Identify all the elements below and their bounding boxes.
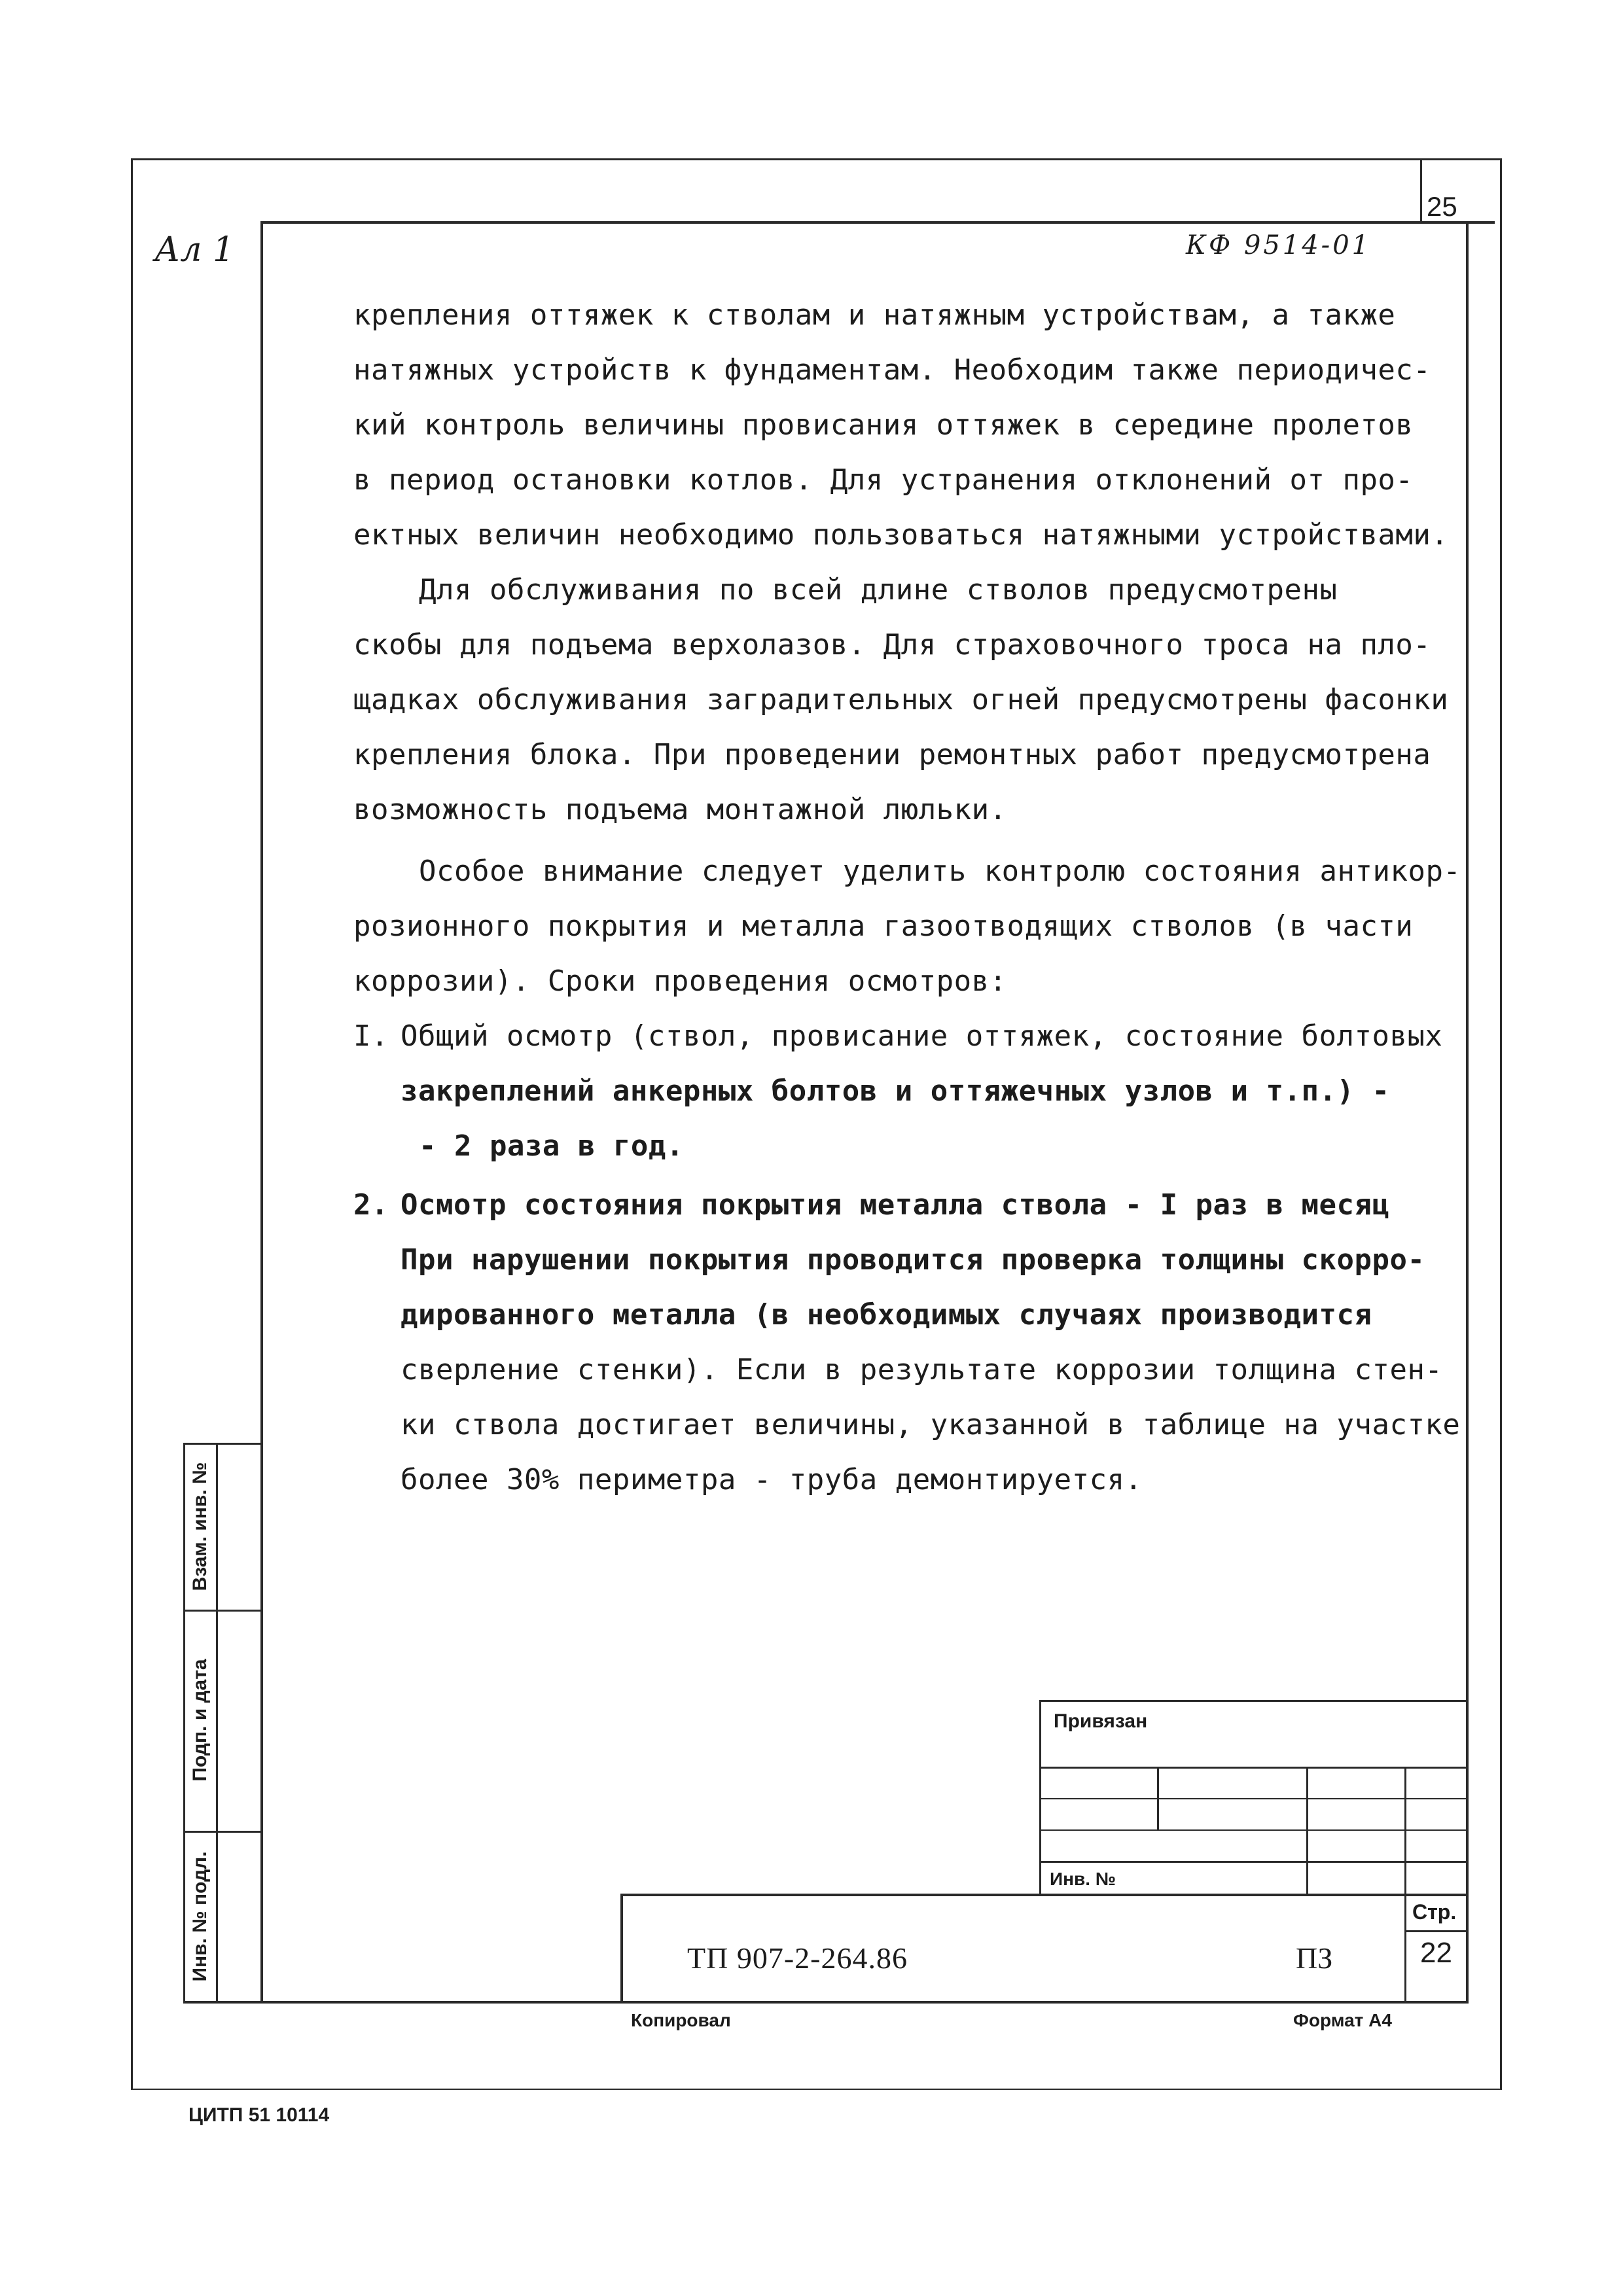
- side-label-inv-podl: Инв. № подл.: [189, 1851, 211, 1982]
- corner-box-left: [1420, 158, 1422, 224]
- tb-col-1: [1157, 1767, 1159, 1829]
- text-line: кий контроль величины провисания оттяжек в середине пролетов: [353, 408, 1414, 442]
- inner-frame-right: [1466, 221, 1469, 2002]
- side-stamp-left: [183, 1443, 185, 2002]
- tb-main-top: [620, 1894, 1469, 1896]
- side-stamp-sep1: [183, 1610, 263, 1612]
- copied-label: Копировал: [631, 2010, 731, 2030]
- page-number: 22: [1420, 1937, 1452, 1969]
- privyazan-label: Привязан: [1054, 1710, 1148, 1732]
- list-item-line: сверление стенки). Если в результате коррозии толщина стен-: [401, 1353, 1443, 1386]
- doc-section: ПЗ: [1296, 1941, 1333, 1975]
- text-line: Для обслуживания по всей длине стволов предусмотрены: [419, 573, 1338, 607]
- list-item-line: ки ствола достигает величины, указанной в таблице на участке: [401, 1408, 1461, 1441]
- tb-row-line-4: [1039, 1861, 1466, 1863]
- inner-frame-top: [260, 221, 1495, 224]
- text-line: Особое внимание следует уделить контролю состояния антикор-: [419, 855, 1461, 888]
- list-item-line: дированного металла (в необходимых случаях производится: [401, 1298, 1372, 1332]
- text-line: щадках обслуживания заградительных огней предусмотрены фасонки: [353, 683, 1449, 716]
- list-item-number: I.: [353, 1019, 389, 1053]
- tb-row-line-3: [1039, 1829, 1466, 1831]
- doc-number: ТП 907-2-264.86: [687, 1941, 908, 1975]
- list-item-line: Осмотр состояния покрытия металла ствола - I раз в месяц: [401, 1188, 1390, 1222]
- publisher-label: ЦИТП 51 10114: [188, 2104, 330, 2126]
- outer-frame-bottom: [131, 2089, 1501, 2090]
- sheet-mark: Ал 1: [154, 230, 235, 270]
- page-label: Стр.: [1412, 1900, 1457, 1924]
- outer-frame-right: [1500, 158, 1502, 2090]
- tb-col-3: [1404, 1767, 1406, 1894]
- doc-code: КФ 9514-01: [1186, 230, 1372, 260]
- text-line: возможность подъема монтажной люльки.: [353, 793, 1007, 826]
- page-corner-number: 25: [1427, 191, 1457, 222]
- tb-col-2: [1306, 1767, 1308, 1894]
- outer-frame-top: [131, 158, 1501, 160]
- list-item-line: Общий осмотр (ствол, провисание оттяжек, состояние болтовых: [401, 1019, 1443, 1053]
- tb-page-row: [1404, 1930, 1469, 1932]
- tb-row-line-2: [1039, 1798, 1466, 1799]
- inv-no-label: Инв. №: [1050, 1869, 1116, 1889]
- list-item-line: - 2 раза в год.: [419, 1129, 684, 1163]
- side-label-podp-data: Подп. и дата: [189, 1659, 211, 1782]
- side-stamp-sep2: [183, 1831, 263, 1833]
- list-item-line: закреплений анкерных болтов и оттяжечных узлов и т.п.) -: [401, 1074, 1390, 1108]
- tb-privyazan-top: [1039, 1700, 1466, 1702]
- text-line: в период остановки котлов. Для устранения отклонений от про-: [353, 463, 1414, 497]
- text-line: натяжных устройств к фундаментам. Необходим также периодичес-: [353, 353, 1431, 387]
- list-item-line: При нарушении покрытия проводится проверка толщины скорро-: [401, 1243, 1425, 1277]
- tb-main-left: [620, 1894, 623, 2002]
- inner-frame-left: [260, 221, 263, 2002]
- text-line: скобы для подъема верхолазов. Для страховочного троса на пло-: [353, 628, 1431, 662]
- list-item-number: 2.: [353, 1188, 389, 1222]
- side-stamp-mid: [216, 1443, 218, 2002]
- text-line: коррозии). Сроки проведения осмотров:: [353, 964, 1007, 998]
- tb-row-line-1: [1039, 1767, 1466, 1769]
- outer-frame-left: [131, 158, 133, 2090]
- format-label: Формат А4: [1293, 2010, 1392, 2030]
- tb-page-col: [1404, 1894, 1406, 2002]
- side-label-vzam-inv: Взам. инв. №: [189, 1462, 211, 1591]
- text-line: ектных величин необходимо пользоваться натяжными устройствами.: [353, 518, 1449, 552]
- text-line: крепления оттяжек к стволам и натяжным устройствам, а также: [353, 298, 1396, 332]
- side-stamp-top: [183, 1443, 263, 1445]
- text-line: крепления блока. При проведении ремонтных работ предусмотрена: [353, 738, 1431, 771]
- tb-privyazan-left: [1039, 1700, 1041, 1894]
- text-line: розионного покрытия и металла газоотводящих стволов (в части: [353, 910, 1414, 943]
- inner-frame-bottom: [183, 2001, 1469, 2004]
- list-item-line: более 30% периметра - труба демонтируется.: [401, 1463, 1143, 1496]
